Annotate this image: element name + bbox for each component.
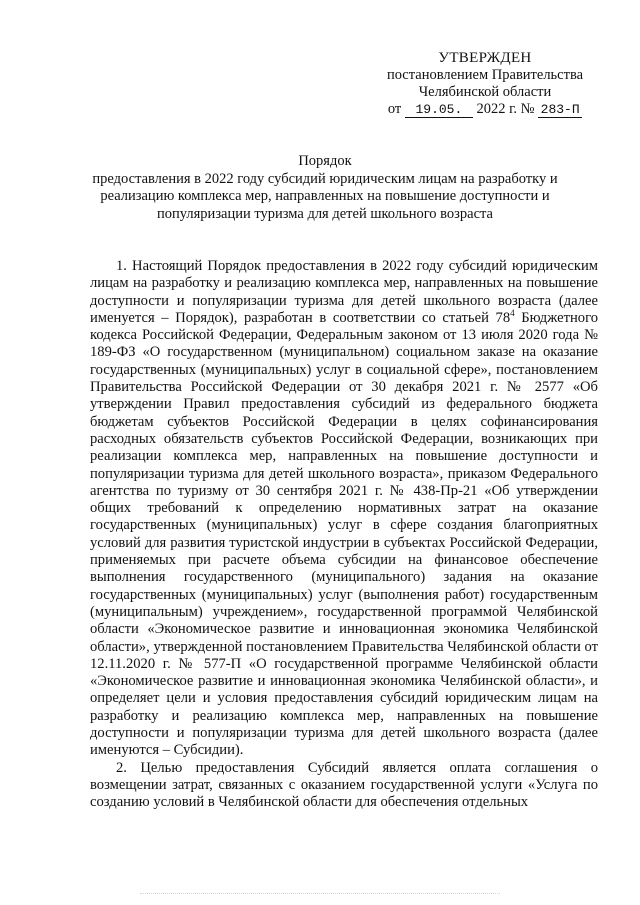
approval-heading: УТВЕРЖДЕН [438, 50, 532, 66]
approval-block [370, 50, 600, 118]
from-label: от [387, 101, 402, 117]
approval-line-1: постановлением Правительства [386, 67, 584, 83]
approval-number: 283-П [538, 103, 582, 118]
paragraph-1-text-b: Бюджетного кодекса Российской Федерации, Федеральным законом от 13 июля 2020 года № 189-ФЗ «О государственном (муниципальном) социальном заказе на оказание государственных (муниципальных) услуг в социальной сфере», постановлением Правительства Российской Федерации от 30 декабря 2021 г. № 2577 «Об утверждении Правил предоставления субсидий из федерального бюджета бюджетам субъектов Российской Федерации в целях софинансирования расходных обязательств субъектов Российской Федерации, возникающих при реализации комплекса мер, направленных на повышение доступности и популяризации туризма для детей школьного возраста», приказом Федерального агентства по туризму от 30 сентября 2021 г. № 438-Пр-21 «Об утверждении общих требований к определению нормативных затрат на оказание государственных (муниципальных) услуг в сфере создания благоприятных условий для развития туристской индустрии в субъектах Российской Федерации, применяемых при расчете объема субсидии на финансовое обеспечение выполнения государственного (муниципального) задания на оказание государственных (муниципальных) услуг (выполнения работ) государственным (муниципальным) учреждением», государственной программой Челябинской области «Экономическое развитие и инновационная экономика Челябинской области», утвержденной постановлением Правительства Челябинской области от 12.11.2020 г. № 577-П «О государственной программе Челябинской области «Экономическое развитие и инновационная экономика Челябинской области», и определяет цели и условия предоставления субсидий юридическим лицам на разработку и реализацию комплекса мер, направленных на повышение доступности и популяризации туризма для детей школьного возраста (далее именуются – Субсидии). [90, 309, 599, 759]
title-line-2: реализацию комплекса мер, направленных на повышение доступности и [100, 188, 550, 204]
document-title [60, 153, 590, 223]
paragraph-1 [90, 258, 598, 760]
title-line-3: популяризации туризма для детей школьного возраста [157, 205, 493, 222]
approval-date-line [370, 101, 600, 118]
approval-date: 19.05. [405, 103, 473, 118]
year-label: 2022 г. № [476, 101, 535, 117]
document-body [90, 258, 598, 812]
paragraph-2: 2. Целью предоставления Субсидий является оплата соглашения о возмещении затрат, связанных с оказанием государственной услуги «Услуга по созданию условий в Челябинской области для обеспечения отдельных [90, 759, 598, 811]
paragraph-1-text-a: 1. Настоящий Порядок предоставления в 2022 году субсидий юридическим лицам на разработку и реализацию комплекса мер, направленных на повышение доступности и популяризации туризма для детей школьного возраста (далее именуется – Порядок), разработан в соответствии со статьей 78 [90, 258, 598, 326]
scan-artifact-line [140, 893, 500, 900]
title-line-1: предоставления в 2022 году субсидий юридическим лицам на разработку и [92, 170, 558, 187]
approval-line-2: Челябинской области [418, 84, 552, 100]
article-superscript: 4 [510, 308, 515, 319]
title-heading: Порядок [298, 153, 352, 169]
